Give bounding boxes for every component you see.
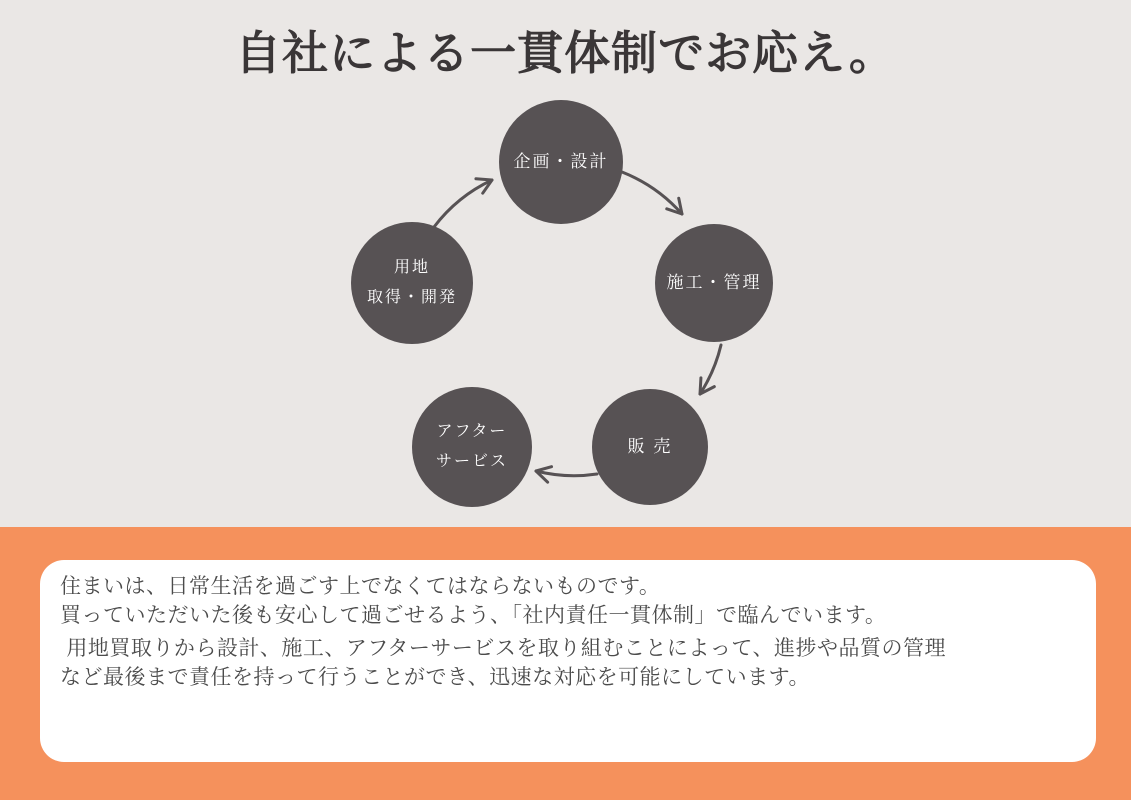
highlight-section [0, 527, 1131, 800]
cycle-step-label: アフター [436, 422, 508, 440]
description-line: など最後まで責任を持って行うことができ、迅速な対応を可能にしています。 [60, 666, 810, 689]
cycle-step-construction-management [655, 224, 773, 342]
description-line: 買っていただいた後も安心して過ごせるよう、「社内責任一貫体制」で臨んでいます。 [60, 604, 887, 627]
arrow-planning-to-construction-icon [622, 172, 682, 214]
page-title: 自社による一貫体制でお応え。 [235, 27, 896, 79]
cycle-step-label: 用地 [393, 258, 430, 276]
cycle-step-sales [592, 389, 708, 505]
description-line: 住まいは、日常生活を過ごす上でなくてはならないものです。 [60, 575, 661, 598]
cycle-step-label: サービス [435, 453, 508, 470]
cycle-step-label: 取得・開発 [366, 289, 457, 306]
cycle-step-label: 販 売 [627, 436, 673, 456]
arrow-land-to-planning-icon [434, 180, 492, 227]
cycle-step-label: 企画・設計 [513, 151, 609, 171]
cycle-step-land-acquisition-development [351, 222, 473, 344]
cycle-step-after-service [412, 387, 532, 507]
description-card [40, 560, 1096, 762]
cycle-step-planning-design [499, 100, 623, 224]
arrow-sales-to-afterservice-icon [536, 471, 597, 476]
cycle-step-label: 施工・管理 [666, 272, 762, 292]
description-line: 用地買取りから設計、施工、アフターサービスを取り組むことによって、進捗や品質の管理 [60, 637, 946, 660]
arrow-construction-to-sales-icon [700, 345, 721, 394]
